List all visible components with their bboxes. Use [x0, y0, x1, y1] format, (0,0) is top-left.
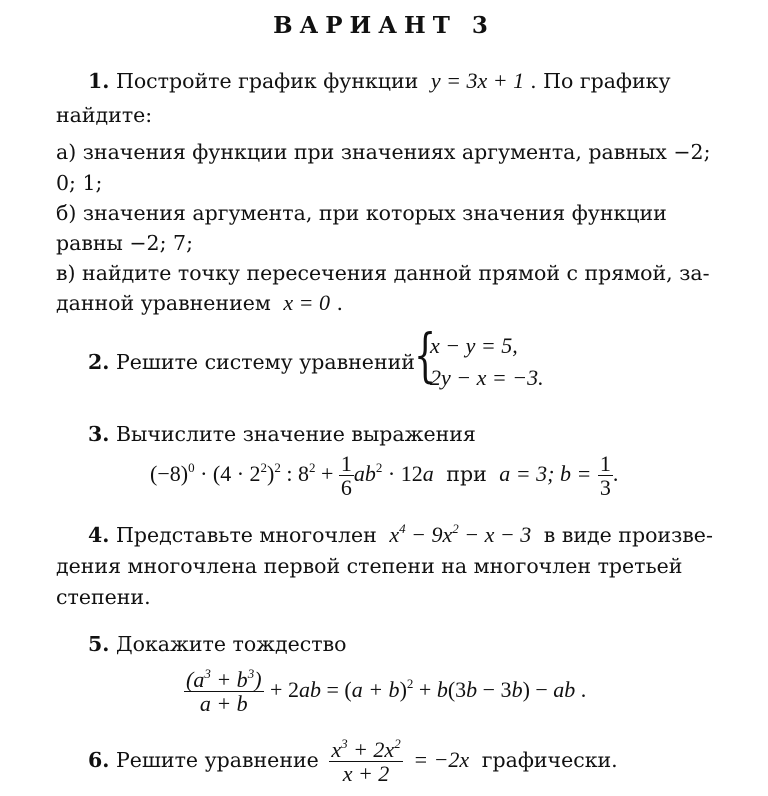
word-pri: при [446, 462, 487, 487]
task-5-identity: $\frac{(a^3 + b^3)}{a + b}$ + $2ab = (a + b)^2 + b(3b - 3b)$ − ab . [186, 666, 587, 717]
task-5-text [88, 632, 347, 656]
task-1-c-line-2 [56, 290, 343, 316]
task-2-text [88, 350, 415, 374]
task-text: в виде произве- [543, 523, 713, 547]
task-6-line [88, 738, 618, 785]
formula: x = 0 [283, 290, 330, 315]
fraction-one-third: $\frac{1}{3}$ [599, 451, 611, 501]
task-1-b-line-1: б) значения аргумента, при которых значения функции [56, 201, 667, 225]
task-number: 3. [88, 422, 110, 446]
task-number: 6. [88, 748, 110, 773]
task-text: данной уравнением [56, 291, 271, 315]
task-3-expression: $(-8)^0 \cdot (4 \cdot 2^2)^2$ : $8^2$ + $\frac{1}{6}$ $ab^2 \cdot 12a$ при a = 3; b = $\frac{1}{3}$ . [150, 451, 619, 501]
task-text: Решите уравнение [115, 748, 319, 773]
task-text: . [336, 291, 344, 315]
identity-fraction: $\frac{(a^3 + b^3)}{a + b}$ [186, 666, 262, 717]
task-text: Постройте график функции [115, 69, 419, 93]
system-equation-1: x − y = 5, [430, 333, 518, 358]
system-equation-2: 2y − x = −3. [430, 365, 544, 390]
page-title: ВАРИАНТ 3 [273, 12, 495, 39]
task-4-line-2: дения многочлена первой степени на многочлен третьей [56, 554, 683, 578]
task-text: . По графику [530, 69, 671, 93]
task-number: 1. [88, 69, 110, 93]
task-text: Докажите тождество [115, 632, 347, 656]
task-1-a-line-1: а) значения функции при значениях аргумента, равных −2; [56, 140, 711, 164]
formula: y = 3x + 1 [430, 68, 525, 93]
task-text: Решите систему уравнений [115, 350, 415, 374]
equation-fraction: $\frac{x^3 + 2x^2}{x + 2}$ [331, 736, 401, 787]
task-number: 4. [88, 523, 110, 547]
task-3-text [88, 422, 476, 446]
system-brace: { [414, 321, 437, 389]
task-4-line-1 [88, 522, 713, 548]
task-1-line-1 [88, 68, 671, 94]
task-4-line-3: степени. [56, 585, 151, 609]
task-text: графически. [481, 748, 618, 773]
condition: a = 3; b = [499, 461, 592, 487]
task-text: Представьте многочлен [115, 523, 377, 547]
task-1-a-line-2: 0; 1; [56, 171, 103, 195]
fraction-one-sixth: $\frac{1}{6}$ [340, 451, 352, 501]
task-text: Вычислите значение выражения [115, 422, 476, 446]
task-number: 2. [88, 350, 110, 374]
task-number: 5. [88, 632, 110, 656]
task-1-line-2: найдите: [56, 103, 153, 127]
equation-rhs: = −2x [413, 747, 470, 773]
task-1-b-line-2: равны −2; 7; [56, 231, 193, 255]
polynomial: $x^4 - 9x^2 - x - 3$ [389, 521, 532, 547]
task-1-c-line-1: в) найдите точку пересечения данной прямой с прямой, за- [56, 261, 710, 285]
